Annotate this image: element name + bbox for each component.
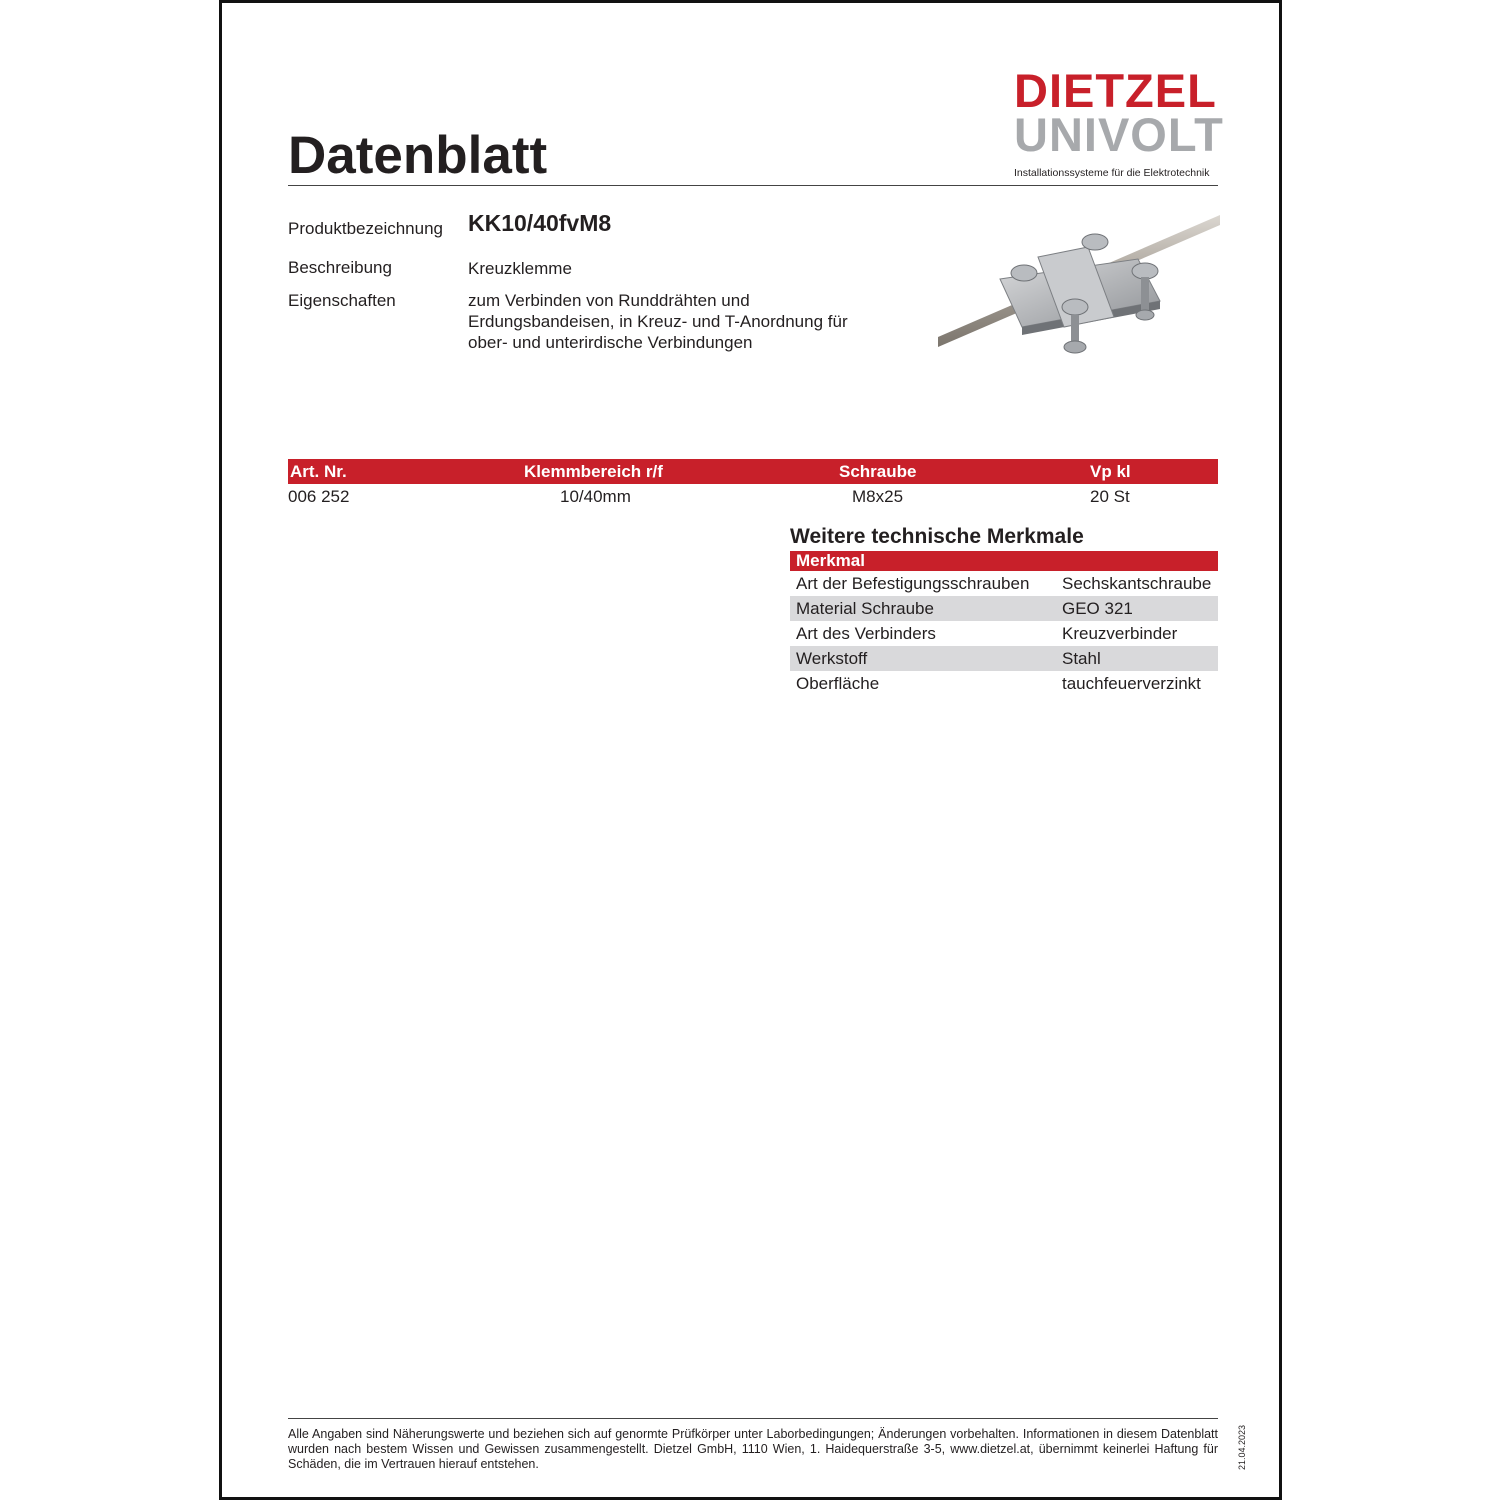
- column-header-art-nr: Art. Nr.: [290, 462, 347, 481]
- column-header-vp-kl: Vp kl: [1090, 462, 1131, 481]
- cell-vp-kl: 20 St: [1090, 487, 1130, 506]
- features-title: Weitere technische Merkmale: [790, 525, 1084, 548]
- document-date: 21.04.2023: [1237, 1424, 1247, 1470]
- table-row: [790, 621, 1218, 646]
- table-row: [790, 646, 1218, 671]
- properties-line: ober- und unterirdische Verbindungen: [468, 333, 753, 352]
- cell-art-nr: 006 252: [288, 487, 350, 506]
- logo-line-1: DIETZEL: [1014, 64, 1217, 117]
- article-table: [288, 459, 1218, 509]
- table-row: [790, 571, 1218, 596]
- feature-value: Kreuzverbinder: [1062, 624, 1178, 643]
- feature-key: Material Schraube: [796, 599, 934, 618]
- table-row: [288, 484, 1218, 509]
- feature-key: Werkstoff: [796, 649, 868, 668]
- footer-divider: [288, 1418, 1218, 1419]
- feature-key: Art der Befestigungsschrauben: [796, 574, 1030, 593]
- column-header-schraube: Schraube: [839, 462, 917, 481]
- features-header: Merkmal: [790, 551, 1218, 571]
- feature-key: Art des Verbinders: [796, 624, 936, 643]
- feature-value: Sechskantschraube: [1062, 574, 1212, 593]
- feature-value: tauchfeuerverzinkt: [1062, 674, 1201, 693]
- cell-schraube: M8x25: [852, 487, 904, 506]
- company-logo: [1014, 64, 1224, 179]
- table-row: [790, 596, 1218, 621]
- page-title: Datenblatt: [288, 126, 548, 185]
- product-name-value: KK10/40fvM8: [468, 210, 612, 236]
- features-section: [790, 525, 1218, 696]
- description-value: Kreuzklemme: [468, 259, 572, 278]
- feature-value: GEO 321: [1062, 599, 1133, 618]
- description-label: Beschreibung: [288, 258, 392, 277]
- properties-line: Erdungsbandeisen, in Kreuz- und T-Anordnung für: [468, 312, 848, 331]
- logo-line-2: UNIVOLT: [1014, 108, 1224, 161]
- feature-key: Oberfläche: [796, 674, 880, 693]
- logo-tagline: Installationssysteme für die Elektrotechnik: [1014, 167, 1210, 179]
- feature-value: Stahl: [1062, 649, 1101, 668]
- table-row: [790, 671, 1218, 696]
- product-photo: [938, 209, 1220, 369]
- product-name-label: Produktbezeichnung: [288, 219, 444, 238]
- properties-value: [468, 290, 848, 353]
- cell-klemmbereich: 10/40mm: [560, 487, 631, 506]
- header-divider: [288, 185, 1218, 186]
- properties-line: zum Verbinden von Runddrähten und: [468, 291, 750, 310]
- properties-label: Eigenschaften: [288, 291, 396, 310]
- footer-disclaimer: Alle Angaben sind Näherungswerte und beziehen sich auf genormte Prüfkörper unter Laborbedingungen; Änderungen vorbehalten. Informationen in diesem Datenblatt wurden nach bestem Wissen und Gewissen zusammengestellt. Dietzel GmbH, 1110 Wien, 1. Haidequerstraße 3-5, www.dietzel.at, übernimmt keinerlei Haftung für Schäden, die im Vertrauen hierauf entstehen.: [288, 1427, 1218, 1471]
- column-header-klemmbereich: Klemmbereich r/f: [524, 462, 663, 481]
- datasheet-page: [219, 0, 1282, 1500]
- article-table-header: [288, 459, 1218, 484]
